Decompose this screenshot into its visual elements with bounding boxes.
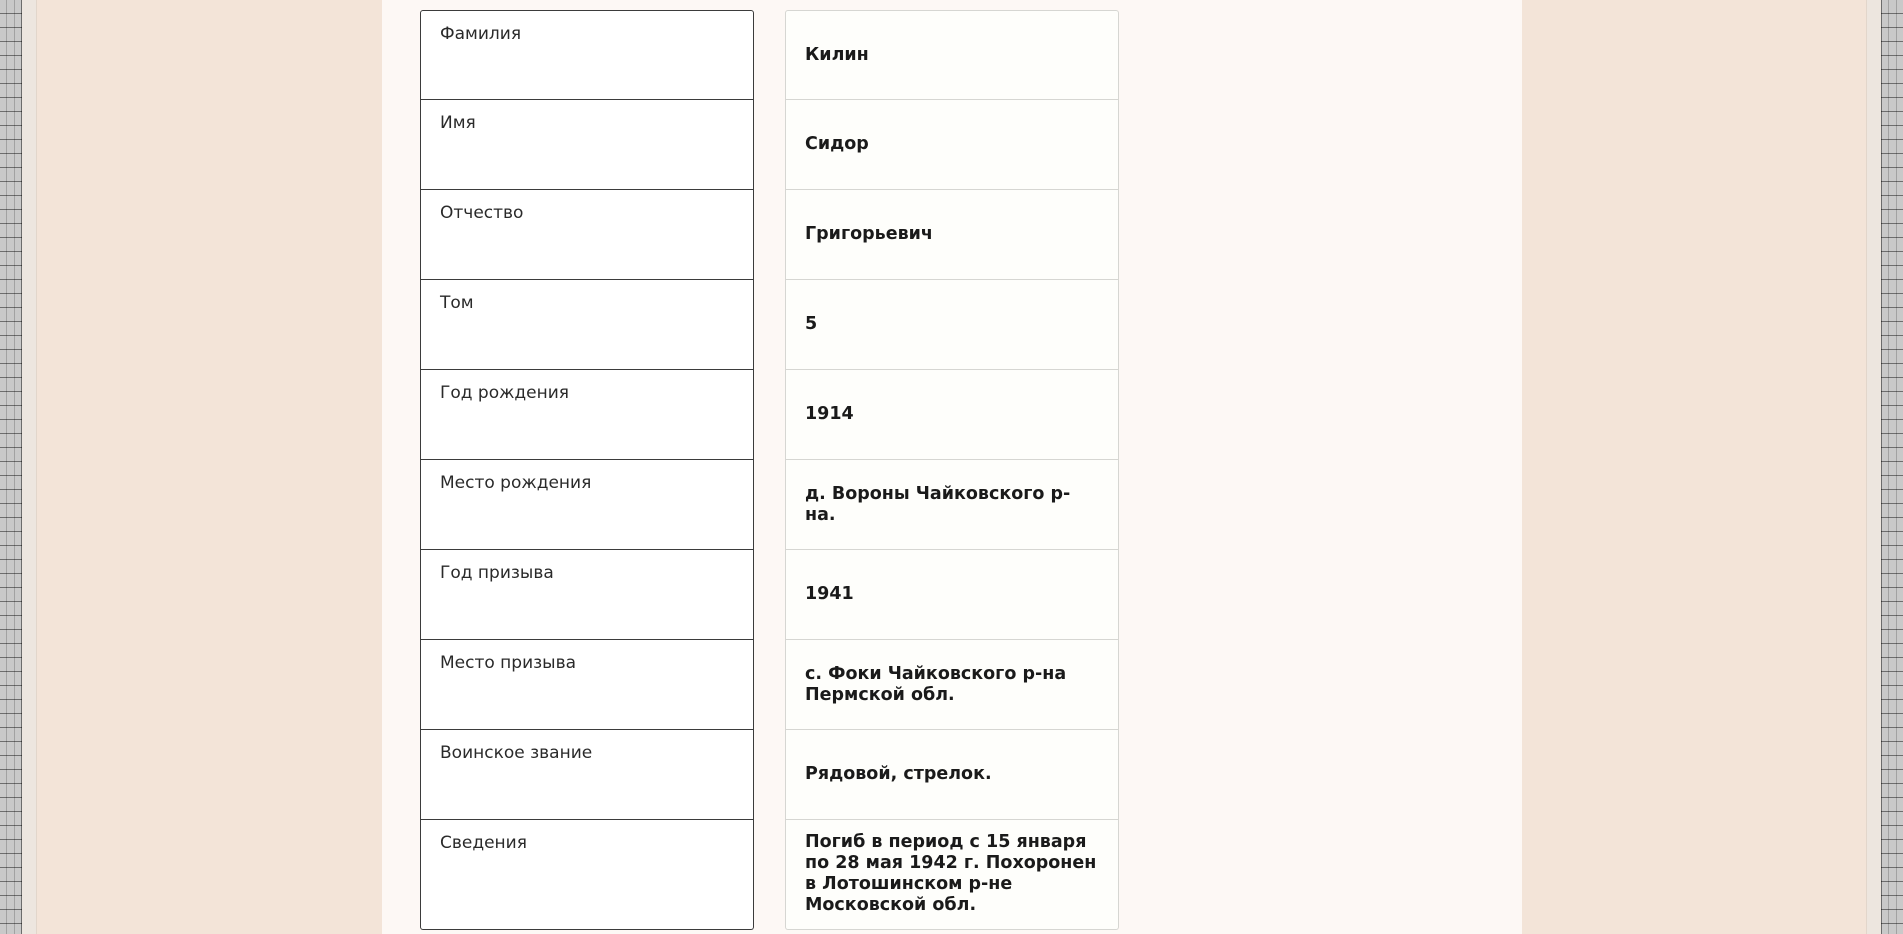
values-column	[785, 10, 1119, 930]
right-margin-strip	[1866, 0, 1881, 934]
left-ruler-strip	[0, 0, 22, 934]
value-conscription-place: с. Фоки Чайковского р-на Пермской обл.	[785, 640, 1119, 730]
label-military-rank: Воинское звание	[420, 730, 754, 820]
label-volume: Том	[420, 280, 754, 370]
label-birth-year: Год рождения	[420, 370, 754, 460]
label-conscription-place: Место призыва	[420, 640, 754, 730]
label-details: Сведения	[420, 820, 754, 930]
value-birth-place: д. Вороны Чайковского р-на.	[785, 460, 1119, 550]
label-last-name: Фамилия	[420, 10, 754, 100]
value-last-name: Килин	[785, 10, 1119, 100]
value-birth-year: 1914	[785, 370, 1119, 460]
value-first-name: Сидор	[785, 100, 1119, 190]
value-conscription-year: 1941	[785, 550, 1119, 640]
value-patronymic: Григорьевич	[785, 190, 1119, 280]
right-ruler-strip	[1881, 0, 1903, 934]
value-volume: 5	[785, 280, 1119, 370]
labels-column	[420, 10, 754, 930]
label-birth-place: Место рождения	[420, 460, 754, 550]
value-military-rank: Рядовой, стрелок.	[785, 730, 1119, 820]
left-margin-strip	[22, 0, 37, 934]
label-first-name: Имя	[420, 100, 754, 190]
value-details: Погиб в период с 15 января по 28 мая 1942 г. Похоронен в Лотошинском р-не Московской обл.	[785, 820, 1119, 930]
label-conscription-year: Год призыва	[420, 550, 754, 640]
label-patronymic: Отчество	[420, 190, 754, 280]
